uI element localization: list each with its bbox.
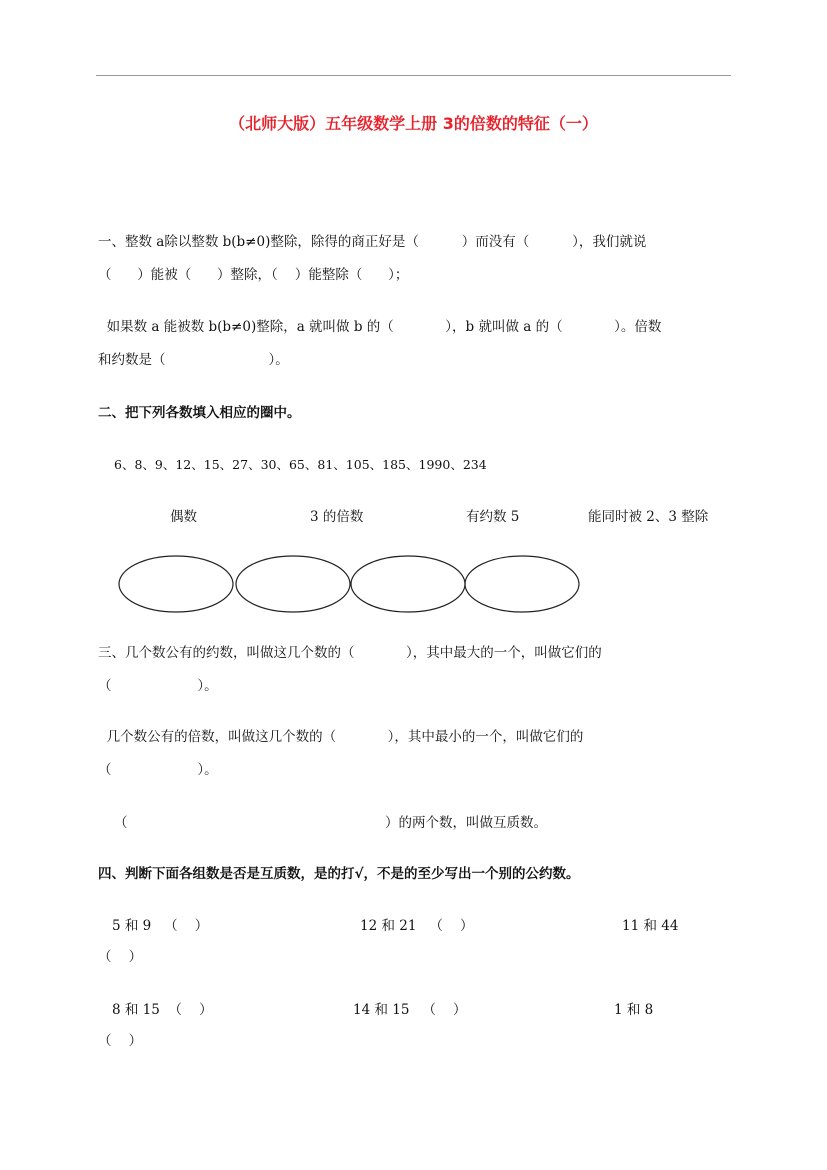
section4-heading: 四、判断下面各组数是否是互质数，是的打√，不是的至少写出一个别的公约数。 (98, 866, 580, 882)
label-divisible-2-3: 能同时被 2、3 整除 (588, 509, 709, 525)
section1-line3: 如果数 a 能被数 b(b≠0)整除，a 就叫做 b 的（ ），b 就叫做 a 的（ ）。倍数 (98, 319, 662, 335)
section3-line4: （ ）。 (98, 762, 218, 778)
pair-1-8-answer: （ ） (98, 1033, 143, 1049)
circle-divisible-2-3[interactable] (465, 556, 579, 612)
pair-11-44-answer: （ ） (98, 949, 143, 965)
label-multiple-of-3: 3 的倍数 (310, 509, 364, 525)
pair-1-8: 1 和 8 (614, 1002, 654, 1018)
circle-even[interactable] (119, 556, 233, 612)
section2-heading: 二、把下列各数填入相应的圈中。 (98, 405, 301, 421)
pair-8-15: 8 和 15 （ ） (112, 1002, 213, 1018)
section3-line2: （ ）。 (98, 678, 218, 694)
number-list: 6、8、9、12、15、27、30、65、81、105、185、1990、234 (114, 457, 487, 472)
pair-5-9: 5 和 9 （ ） (112, 918, 209, 934)
circle-divisor-5[interactable] (351, 556, 465, 612)
section3-line1: 三、几个数公有的约数，叫做这几个数的（ ），其中最大的一个，叫做它们的 (98, 645, 602, 661)
label-even: 偶数 (170, 509, 197, 525)
pair-11-44: 11 和 44 (622, 918, 679, 934)
label-divisor-5: 有约数 5 (466, 509, 520, 525)
section1-line2: （ ）能被（ ）整除，（ ）能整除（ ）； (98, 267, 409, 283)
header-rule (96, 75, 731, 76)
section3-line5: （ ）的两个数，叫做互质数。 (114, 815, 547, 831)
pair-14-15: 14 和 15 （ ） (353, 1002, 467, 1018)
classification-circles (118, 553, 582, 615)
circle-multiple-of-3[interactable] (236, 556, 350, 612)
section1-line1: 一、整数 a除以整数 b(b≠0)整除，除得的商正好是（ ）而没有（ ），我们就说 (98, 234, 647, 250)
pair-12-21: 12 和 21 （ ） (360, 918, 474, 934)
section3-line3: 几个数公有的倍数，叫做这几个数的（ ），其中最小的一个，叫做它们的 (98, 729, 584, 745)
section1-line4: 和约数是（ ）。 (98, 352, 289, 368)
page-title: （北师大版）五年级数学上册 3的倍数的特征（一） (229, 114, 598, 133)
